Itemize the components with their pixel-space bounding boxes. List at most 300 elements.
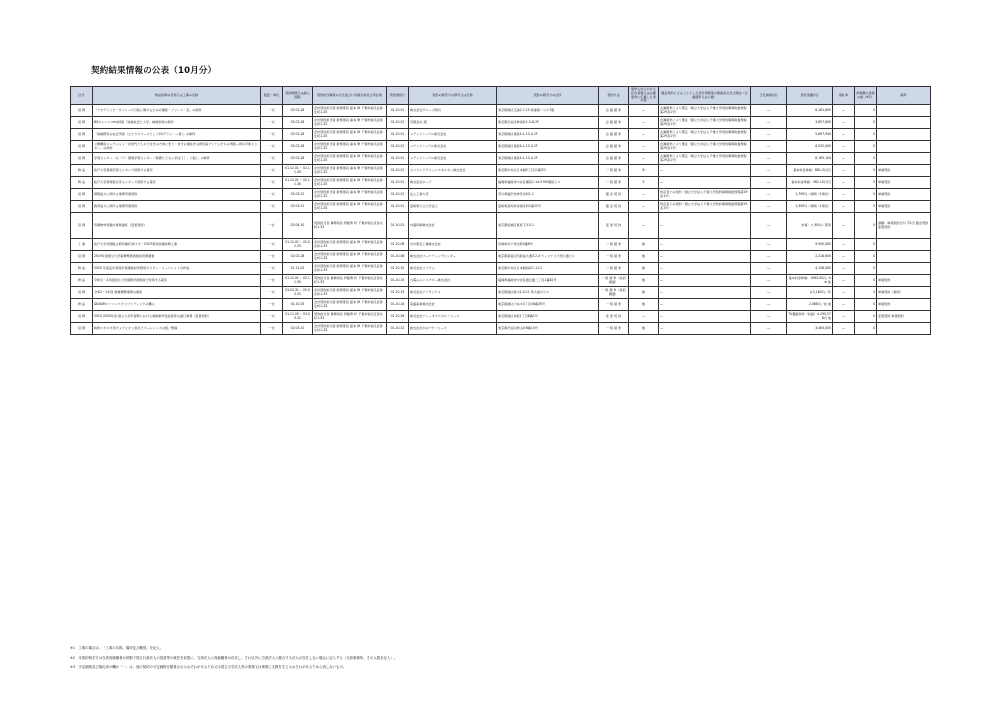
- rehire-cell: 0: [855, 177, 877, 189]
- official-cell: 会計契約担当者 財務部長 藤本 修 千葉市稲毛区弥生町1-33: [313, 251, 387, 263]
- reason-cell: 企画競争により選定（国立大学法人千葉大学契約事務取扱規程第29条1号）: [659, 129, 751, 141]
- table-row: [71, 189, 931, 201]
- table-row: [71, 165, 931, 177]
- quantity-cell: 一式: [261, 323, 283, 335]
- note-cell: 単価契約: [877, 201, 931, 213]
- category-cell: 役 務: [71, 105, 93, 117]
- contract-date-cell: 01.10.01: [387, 165, 409, 177]
- reason-cell: 企画競争により選定（国立大学法人千葉大学契約事務取扱規程第29条1号）: [659, 117, 751, 129]
- footnote: ※1 工事の場合は、「工事の名称、場所及び種別」を記入。: [70, 646, 164, 650]
- official-cell: 会計契約担当者 財務部長 藤本 修 千葉市稲毛区弥生町1-33: [313, 117, 387, 129]
- reason-cell: —: [659, 299, 751, 311]
- note-cell: [877, 129, 931, 141]
- note-cell: 請額：単価契約日付 7/1当 随意契約 変更契約: [877, 213, 931, 239]
- period-cell: 02.03.10: [283, 323, 313, 335]
- contract-date-cell: 01.10.01: [387, 213, 409, 239]
- contract-date-cell: 01.10.24: [387, 299, 409, 311]
- period-cell: 01.11.02: [283, 263, 313, 275]
- rehire-cell: 0: [855, 105, 877, 117]
- bidders-cell: —: [629, 117, 659, 129]
- contract-date-cell: 01.10.15: [387, 287, 409, 299]
- rate-cell: —: [833, 287, 855, 299]
- amount-cell: 3,657,600: [787, 117, 833, 129]
- partner-name-cell: 九電みらいエナジー株式会社: [409, 275, 497, 287]
- official-cell: 会計契約担当者 財務部長 藤本 修 千葉市稲毛区弥生町1-33: [313, 323, 387, 335]
- rehire-cell: 0: [855, 287, 877, 299]
- official-cell: 会計契約担当者 財務部長 藤本 修 千葉市稲毛区弥生町1-33: [313, 129, 387, 141]
- quantity-cell: 一式: [261, 263, 283, 275]
- amount-cell: 9,900,000: [787, 239, 833, 251]
- quantity-cell: 一式: [261, 299, 283, 311]
- estimated-price-cell: —: [751, 201, 787, 213]
- partner-name-cell: 株式会社やのテクノリーズ: [409, 323, 497, 335]
- method-cell: 一 般 競 争: [599, 251, 629, 263]
- category-cell: 役 務: [71, 323, 93, 335]
- column-header: 契約締結日: [387, 87, 409, 105]
- period-cell: 01.10.25: [283, 299, 313, 311]
- amount-cell: 基本料金単価：562.10円/月: [787, 177, 833, 189]
- partner-name-cell: 内藤印刷株式会社: [409, 213, 497, 239]
- rate-cell: —: [833, 189, 855, 201]
- partner-name-cell: 株式会社アイサンクス: [409, 287, 497, 299]
- table-row: [71, 153, 931, 165]
- quantity-cell: 一式: [261, 129, 283, 141]
- bidders-cell: 8: [629, 165, 659, 177]
- category-cell: 物 品: [71, 299, 93, 311]
- amount-cell: 1,700円／時間（1単位）: [787, 189, 833, 201]
- reason-cell: —: [659, 311, 751, 323]
- item-name-cell: 学習センター・の〈ゾ〉環境学習センター「時間とともに学ぼう！」公転）」の制作: [93, 153, 261, 165]
- official-cell: 会計契約担当者 財務部長 藤本 修 千葉市稲毛区弥生町1-33: [313, 105, 387, 117]
- column-header: 契約方法: [599, 87, 629, 105]
- amount-cell: ＠2,164円／件: [787, 287, 833, 299]
- estimated-price-cell: —: [751, 213, 787, 239]
- amount-cell: 8,165,104: [787, 153, 833, 165]
- table-row: [71, 213, 931, 239]
- column-header: 競争入札における応札者数又は企画競争に応募した者の数: [629, 87, 659, 105]
- note-cell: [877, 117, 931, 129]
- rehire-cell: 0: [855, 239, 877, 251]
- table-row: [71, 287, 931, 299]
- contract-date-cell: 01.10.01: [387, 129, 409, 141]
- partner-name-cell: 株式会社テレータクニカルソリーズ: [409, 311, 497, 323]
- reason-cell: —: [659, 177, 751, 189]
- footnote: ※2 本契約相手方は当該再就職者が常勤で独立行政法人の役員等の就任を前提に、当該法人に再就職者が存在し、それ以外に当該法人と競合する法人が存在しない場合に記入する（当該事務所、その人数を記入）。: [70, 655, 398, 660]
- table-row: [71, 311, 931, 323]
- reason-cell: —: [659, 213, 751, 239]
- reason-cell: 特定者との契約（国立大学法人千葉大学契約事務取扱規程第29条1号）: [659, 189, 751, 201]
- contract-date-cell: 01.10.31: [387, 323, 409, 335]
- partner-address-cell: 奈川県藤沢市神奈田町1-1: [497, 189, 599, 201]
- reason-cell: —: [659, 165, 751, 177]
- period-cell: 01.12.01～ 02.02.25: [283, 239, 313, 251]
- quantity-cell: 一式: [261, 189, 283, 201]
- partner-name-cell: 株式会社マーケティングセンター: [409, 251, 497, 263]
- rate-cell: —: [833, 299, 855, 311]
- contract-date-cell: 01.10.10: [387, 263, 409, 275]
- category-cell: 役 務: [71, 189, 93, 201]
- amount-cell: 計算：大 80円／部等: [787, 213, 833, 239]
- item-name-cell: 令和元・2年度国立大学国際学習施設で使用する電気: [93, 275, 261, 287]
- column-header: 契約の相手方の住所: [497, 87, 599, 105]
- quantity-cell: 一式: [261, 287, 283, 299]
- period-cell: 02.04.30: [283, 213, 313, 239]
- partner-address-cell: 東京都港区六本木3丁目16番35号: [497, 299, 599, 311]
- official-cell: 会計契約担当者 財務部長 藤本 修 千葉市稲毛区弥生町1-33: [313, 287, 387, 299]
- quantity-cell: 一式: [261, 153, 283, 165]
- method-cell: 企 画 競 争: [599, 117, 629, 129]
- estimated-price-cell: —: [751, 141, 787, 153]
- column-header: 再就職の役員の数（※2）: [855, 87, 877, 105]
- amount-cell: 6,181,800: [787, 105, 833, 117]
- partner-address-cell: 東京都港区東新4-1-12-4 2F: [497, 129, 599, 141]
- contract-date-cell: 01.10.15: [387, 275, 409, 287]
- item-name-cell: 印刷物材等搬出業務委託（変更契約）: [93, 213, 261, 239]
- bidders-cell: —: [629, 105, 659, 117]
- method-cell: 企 画 競 争: [599, 153, 629, 165]
- table-row: [71, 275, 931, 287]
- period-cell: 02.02.28: [283, 129, 313, 141]
- column-header: 備考: [877, 87, 931, 105]
- column-header: 落札率: [833, 87, 855, 105]
- estimated-price-cell: —: [751, 239, 787, 251]
- partner-address-cell: 東京都中央区日本橋2丁目11番3号: [497, 165, 599, 177]
- column-header: 予定価格(円): [751, 87, 787, 105]
- contract-date-cell: 01.10.08: [387, 239, 409, 251]
- partner-address-cell: 福岡県福岡市中央区渡辺通二丁目1番82号: [497, 275, 599, 287]
- category-cell: 役 務: [71, 213, 93, 239]
- quantity-cell: 一式: [261, 117, 283, 129]
- rehire-cell: 0: [855, 213, 877, 239]
- partner-address-cell: 高知県高知市永国寺町2番22号: [497, 201, 599, 213]
- quantity-cell: 一式: [261, 141, 283, 153]
- category-cell: 役 務: [71, 251, 93, 263]
- partner-name-cell: センランドグリーンエネルギー株式会社: [409, 165, 497, 177]
- official-cell: 契約担当者 事務局長 伊藤勇 町 千葉市稲毛区弥生町1-33: [313, 311, 387, 323]
- rate-cell: —: [833, 105, 855, 117]
- quantity-cell: 一式: [261, 165, 283, 177]
- bidders-cell: 無: [629, 287, 659, 299]
- item-name-cell: 2019年度国立大学第標準教員施設実務調査: [93, 251, 261, 263]
- official-cell: 会計契約担当者 財務部長 藤本 修 千葉市稲毛区弥生町1-33: [313, 201, 387, 213]
- partner-address-cell: 福岡県福岡市中央区薬院1-14-5 MG薬院ビル: [497, 177, 599, 189]
- period-cell: 03.03.31～ 05.03.31: [283, 287, 313, 299]
- reason-cell: 特定者との契約（国立大学法人千葉大学契約事務取扱規程第29条1号）: [659, 201, 751, 213]
- quantity-cell: 一式: [261, 251, 283, 263]
- amount-cell: 2,468円／枚 他: [787, 299, 833, 311]
- reason-cell: 企画競争により選定（国立大学法人千葉大学契約事務取扱規程第29条1号）: [659, 105, 751, 117]
- category-cell: 役 務: [71, 311, 93, 323]
- table-row: [71, 129, 931, 141]
- estimated-price-cell: —: [751, 299, 787, 311]
- official-cell: 会計契約担当者 財務部長 藤本 修 千葉市稲毛区弥生町1-33: [313, 141, 387, 153]
- category-cell: 役 務: [71, 117, 93, 129]
- quantity-cell: 一式: [261, 105, 283, 117]
- partner-name-cell: 吉中電気工事株式会社: [409, 239, 497, 251]
- rate-cell: —: [833, 129, 855, 141]
- column-header: 物品役務の名称又は工事の名称: [93, 87, 261, 105]
- note-cell: [877, 105, 931, 117]
- partner-address-cell: 東京都港区東新4-1-12-4 2F: [497, 153, 599, 165]
- quantity-cell: 一式: [261, 239, 283, 251]
- item-name-cell: 映像スタジオ用カメラリモン雲台とズームレンズの組／整備: [93, 323, 261, 335]
- contract-date-cell: 01.10.01: [387, 117, 409, 129]
- note-cell: 変更契約 単価契約: [877, 311, 931, 323]
- partner-name-cell: メディアノーテル株式会社: [409, 153, 497, 165]
- quantity-cell: 一式: [261, 275, 283, 287]
- partner-address-cell: 東京都港区芝浦2-7-15 新浦第一ビル7階: [497, 105, 599, 117]
- method-cell: 一 般 競 争: [599, 299, 629, 311]
- contract-results-table: [70, 86, 931, 335]
- note-cell: 単価契約: [877, 165, 931, 177]
- item-name-cell: 松戸大学環境保全学センターで使用する電気: [93, 177, 261, 189]
- note-cell: 単価契約: [877, 299, 931, 311]
- column-header: 区分: [71, 87, 93, 105]
- item-name-cell: 「アカデミック・サイレージ行政に関するための調査・ブリーフ・会」の制作: [93, 105, 261, 117]
- partner-name-cell: 法人工業大学: [409, 189, 497, 201]
- method-cell: 一 般 競 争: [599, 239, 629, 251]
- partner-name-cell: 斎藤産業株式会社: [409, 299, 497, 311]
- category-cell: 物 品: [71, 177, 93, 189]
- estimated-price-cell: —: [751, 117, 787, 129]
- category-cell: 物 品: [71, 263, 93, 275]
- column-header: 契約担当職員の氏名並びに所属名称及び所在地: [313, 87, 387, 105]
- rehire-cell: 0: [855, 299, 877, 311]
- reason-cell: 企画競争により選定（国立大学法人千葉大学契約事務取扱規程第29条1号）: [659, 141, 751, 153]
- rate-cell: —: [833, 117, 855, 129]
- quantity-cell: 一式: [261, 311, 283, 323]
- table-row: [71, 239, 931, 251]
- period-cell: 01.12.01～ 02.11.30: [283, 275, 313, 287]
- method-cell: 一 般 競 争: [599, 263, 629, 275]
- note-cell: 単価契約: [877, 177, 931, 189]
- period-cell: 02.02.28: [283, 153, 313, 165]
- rehire-cell: 0: [855, 323, 877, 335]
- period-cell: 02.02.28: [283, 141, 313, 153]
- partner-name-cell: メディアノーテル株式会社: [409, 141, 497, 153]
- partner-name-cell: 有限会社 翔: [409, 117, 497, 129]
- bidders-cell: 無: [629, 299, 659, 311]
- rate-cell: —: [833, 251, 855, 263]
- amount-cell: 6,532,400: [787, 141, 833, 153]
- reason-cell: —: [659, 251, 751, 263]
- item-name-cell: 松戸大学学園総合研究棟(C)Xラボ・CVCF電気設備改修工事: [93, 239, 261, 251]
- note-cell: 単価契約: [877, 189, 931, 201]
- estimated-price-cell: —: [751, 153, 787, 165]
- method-cell: 変 更 契 約: [599, 311, 629, 323]
- partner-address-cell: 東京都港区東新4-1-12-4 2F: [497, 141, 599, 153]
- rate-cell: —: [833, 263, 855, 275]
- contract-date-cell: 01.10.08: [387, 251, 409, 263]
- partner-address-cell: 東京都板橋区東坂下3-5-1: [497, 213, 599, 239]
- item-name-cell: BSキャンパスmy特集「地域社会と大学」映像制作の制作: [93, 117, 261, 129]
- category-cell: 役 務: [71, 129, 93, 141]
- reason-cell: —: [659, 287, 751, 299]
- note-cell: [877, 263, 931, 275]
- period-cell: 02.02.28: [283, 117, 313, 129]
- table-body: [71, 105, 931, 335]
- column-header: 契約期間又は納入期限: [283, 87, 313, 105]
- table-row: [71, 251, 931, 263]
- item-name-cell: 教育協力に関する業務実施契約: [93, 201, 261, 213]
- item-name-cell: DDXAMパソコンスクリプトディスクの購入: [93, 299, 261, 311]
- quantity-cell: 一式: [261, 201, 283, 213]
- partner-address-cell: 東京都港区新川1-4-11 西大森川ビル: [497, 287, 599, 299]
- bidders-cell: 5: [629, 177, 659, 189]
- amount-cell: 基本料金単価：1563.00円／kw 他: [787, 275, 833, 287]
- contract-date-cell: 01.10.01: [387, 153, 409, 165]
- period-cell: 02.03.31: [283, 189, 313, 201]
- table-row: [71, 201, 931, 213]
- official-cell: 会計契約担当者 財務部長 藤本 修 千葉市稲毛区弥生町1-33: [313, 239, 387, 251]
- rate-cell: —: [833, 201, 855, 213]
- rehire-cell: 0: [855, 165, 877, 177]
- rate-cell: —: [833, 311, 855, 323]
- amount-cell: 4,158,000: [787, 263, 833, 275]
- bidders-cell: 無: [629, 239, 659, 251]
- rehire-cell: 0: [855, 311, 877, 323]
- column-header: 随意契約によることとした会計規程等の根拠条文及び理由（企画競争又は公募）: [659, 87, 751, 105]
- table-row: [71, 299, 931, 311]
- official-cell: 会計契約担当者 財務部長 藤本 修 千葉市稲毛区弥生町1-33: [313, 263, 387, 275]
- method-cell: 一 般 競 争: [599, 165, 629, 177]
- estimated-price-cell: —: [751, 263, 787, 275]
- table-row: [71, 105, 931, 117]
- item-name-cell: 公開講座セレクション「次世代と人々で生きの方向に至り・自分の道を作る研究室アイテムたちの実践ー貢の平和センター」の制作: [93, 141, 261, 153]
- table-row: [71, 323, 931, 335]
- note-cell: 単価契約（税別）: [877, 287, 931, 299]
- item-name-cell: 「地域研究の社会実装（ひとりでコースとしてLGグラム・ー貢）」の制作: [93, 129, 261, 141]
- partner-name-cell: 株式会社グループ関内: [409, 105, 497, 117]
- rehire-cell: 0: [855, 129, 877, 141]
- note-cell: [877, 153, 931, 165]
- item-name-cell: 2019-2020年度 国立大学学習際における資格制作包括保育の遂行業務（変更契約）: [93, 311, 261, 323]
- official-cell: 会計契約担当者 財務部長 藤本 修 千葉市稲毛区弥生町1-33: [313, 177, 387, 189]
- category-cell: 役 務: [71, 141, 93, 153]
- partner-address-cell: 茨城県水戸市田原4番6号: [497, 239, 599, 251]
- note-cell: [877, 141, 931, 153]
- method-cell: 随 意 契 約: [599, 189, 629, 201]
- method-cell: 企 画 競 争: [599, 129, 629, 141]
- category-cell: 役 務: [71, 153, 93, 165]
- rehire-cell: 0: [855, 251, 877, 263]
- reason-cell: —: [659, 239, 751, 251]
- method-cell: 一 般 競 争: [599, 323, 629, 335]
- item-name-cell: 情報協力に関する業務実施契約: [93, 189, 261, 201]
- quantity-cell: 一式: [261, 213, 283, 239]
- contract-date-cell: 01.10.01: [387, 201, 409, 213]
- rehire-cell: 0: [855, 201, 877, 213]
- bidders-cell: —: [629, 153, 659, 165]
- reason-cell: 企画競争により選定（国立大学法人千葉大学契約事務取扱規程第29条1号）: [659, 153, 751, 165]
- rate-cell: —: [833, 165, 855, 177]
- table-row: [71, 141, 931, 153]
- category-cell: 役 務: [71, 201, 93, 213]
- bidders-cell: —: [629, 141, 659, 153]
- rehire-cell: 0: [855, 153, 877, 165]
- method-cell: 変 更 契 約: [599, 213, 629, 239]
- bidders-cell: 無: [629, 251, 659, 263]
- amount-cell: 1,500円／時間（1単位）: [787, 201, 833, 213]
- official-cell: 会計契約担当者 財務部長 藤本 修 千葉市稲毛区弥生町1-33: [313, 153, 387, 165]
- estimated-price-cell: —: [751, 189, 787, 201]
- table-row: [71, 117, 931, 129]
- rehire-cell: 0: [855, 141, 877, 153]
- contract-date-cell: 01.10.26: [387, 311, 409, 323]
- reason-cell: —: [659, 263, 751, 275]
- rate-cell: —: [833, 177, 855, 189]
- official-cell: 会計契約担当者 財務部長 藤本 修 千葉市稲毛区弥生町1-33: [313, 299, 387, 311]
- official-cell: 契約担当者 事務局長 伊藤勇 町 千葉市稲毛区弥生町1-33: [313, 213, 387, 239]
- method-cell: 企 画 競 争: [599, 141, 629, 153]
- category-cell: 工 事: [71, 239, 93, 251]
- estimated-price-cell: —: [751, 311, 787, 323]
- bidders-cell: —: [629, 213, 659, 239]
- estimated-price-cell: —: [751, 275, 787, 287]
- category-cell: 役 務: [71, 287, 93, 299]
- bidders-cell: —: [629, 189, 659, 201]
- amount-cell: 3,465,000: [787, 323, 833, 335]
- contract-date-cell: 01.10.01: [387, 141, 409, 153]
- reason-cell: —: [659, 323, 751, 335]
- bidders-cell: 無: [629, 263, 659, 275]
- item-name-cell: 松戸大学環境学習センターで使用する電気: [93, 165, 261, 177]
- partner-name-cell: メディアノーテル株式会社: [409, 129, 497, 141]
- estimated-price-cell: —: [751, 251, 787, 263]
- estimated-price-cell: —: [751, 177, 787, 189]
- amount-cell: TV番組制作（収録）A 295,578円 他: [787, 311, 833, 323]
- contract-date-cell: 01.10.01: [387, 189, 409, 201]
- rate-cell: —: [833, 153, 855, 165]
- contract-date-cell: 01.10.01: [387, 177, 409, 189]
- quantity-cell: 一式: [261, 177, 283, 189]
- amount-cell: 5,697,944: [787, 129, 833, 141]
- category-cell: 物 品: [71, 165, 93, 177]
- amount-cell: 2,218,600: [787, 251, 833, 263]
- estimated-price-cell: —: [751, 129, 787, 141]
- table-row: [71, 177, 931, 189]
- amount-cell: 基本料金単価：881.3円/月: [787, 165, 833, 177]
- rehire-cell: 0: [855, 117, 877, 129]
- rate-cell: —: [833, 323, 855, 335]
- reason-cell: —: [659, 275, 751, 287]
- footnote: ※3 予定価格及び落札率の欄が「－」は、他の契約の予定価格を類推されるおそれがあるため又は国立大学法人等の業務又は事業に支障を生じるおそれがあるため公表しないもの。: [70, 665, 347, 669]
- bidders-cell: 無: [629, 275, 659, 287]
- period-cell: 01.11.05～ 03.03.31: [283, 311, 313, 323]
- contract-date-cell: 01.10.01: [387, 105, 409, 117]
- table-row: [71, 263, 931, 275]
- table-header-row: [71, 87, 931, 105]
- column-header: 契約の相手方の商号又は名称: [409, 87, 497, 105]
- note-cell: [877, 323, 931, 335]
- note-cell: 単価契約: [877, 275, 931, 287]
- estimated-price-cell: —: [751, 323, 787, 335]
- method-cell: 一 般 競 争（政府調達）: [599, 275, 629, 287]
- rehire-cell: 0: [855, 263, 877, 275]
- estimated-price-cell: —: [751, 165, 787, 177]
- item-name-cell: 2020 年指定年度保学習課施設実務用ポスター・リーフレットの作成: [93, 263, 261, 275]
- method-cell: 随 意 契 約: [599, 201, 629, 213]
- page-title: 契約結果情報の公表（10月分）: [91, 66, 217, 76]
- official-cell: 会計契約担当者 財務部長 藤本 修 千葉市稲毛区弥生町1-33: [313, 189, 387, 201]
- method-cell: 一 般 競 争: [599, 177, 629, 189]
- official-cell: 契約担当者 事務局長 伊藤勇 町 千葉市稲毛区弥生町1-33: [313, 275, 387, 287]
- rate-cell: —: [833, 141, 855, 153]
- period-cell: 02.03.31: [283, 201, 313, 213]
- estimated-price-cell: —: [751, 287, 787, 299]
- partner-address-cell: 東京都渋谷区神山町6番14号: [497, 323, 599, 335]
- partner-address-cell: 東京都渋谷区神南町1-5-8-2F: [497, 117, 599, 129]
